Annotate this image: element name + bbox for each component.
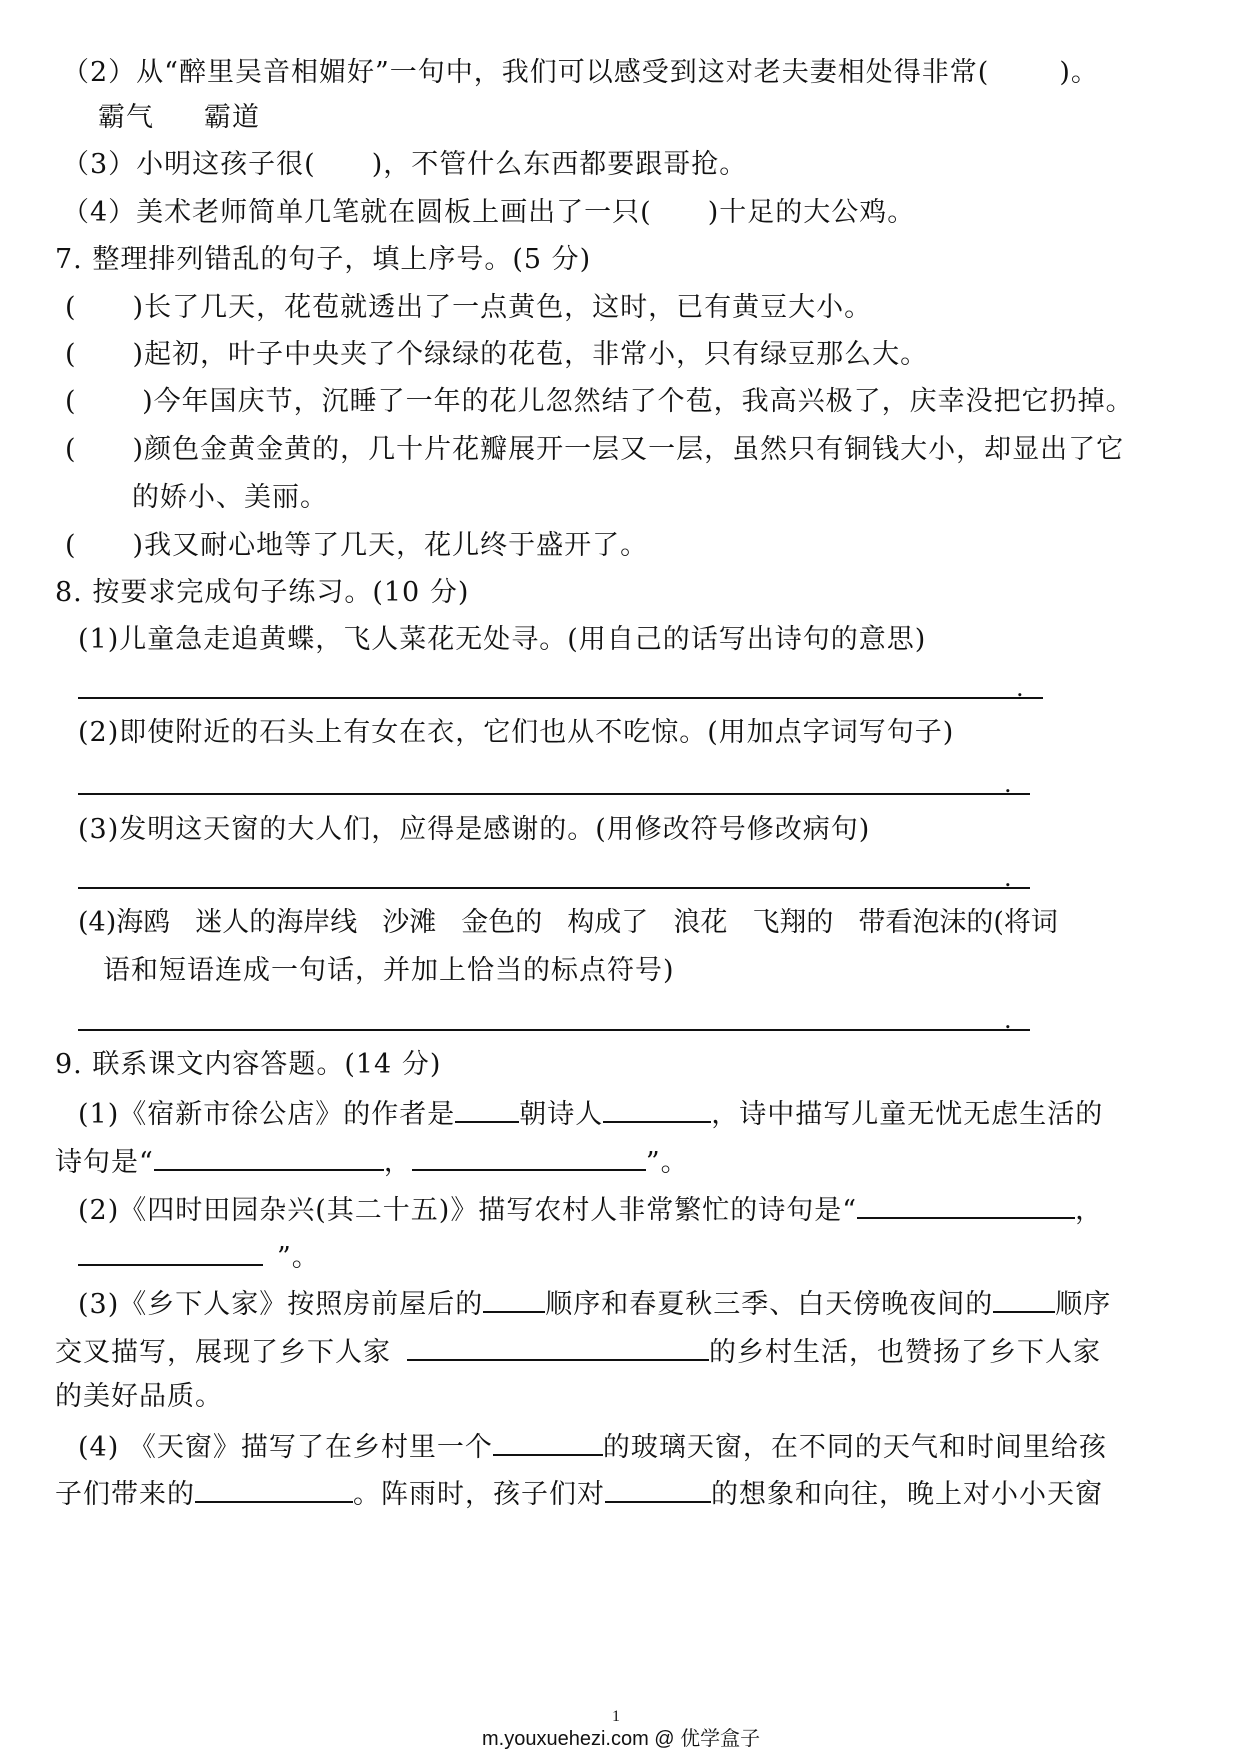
q8-item4-words: (4)海鸥 迷人的海岸线 沙滩 金色的 构成了 浪花 飞翔的 带看泡沫的(将词 [78,907,1058,938]
page-number: 1 [612,1708,620,1725]
q9-blank-order-2[interactable] [993,1285,1055,1313]
q7-sentence-4: ( )颜色金黄金黄的，几十片花瓣展开一层又一层，虽然只有铜钱大小，却显出了它 [65,434,1125,465]
q9-blank-brought[interactable] [195,1475,353,1503]
q8-end-mark-2: . [1004,770,1012,798]
q8-title: 8. 按要求完成句子练习。(10 分) [55,577,470,608]
q7-sentence-1: ( )长了几天，花苞就透出了一点黄色，这时，已有黄豆大小。 [65,292,873,323]
q6-options: 霸气 霸道 [98,102,260,133]
q8-end-mark-4: . [1004,1006,1012,1034]
q8-answer-line-3[interactable] [78,887,1030,889]
q9-item2-line2: ”。 [78,1238,320,1275]
q6-item3: （3）小明这孩子很( )，不管什么东西都要跟哥抢。 [62,149,748,180]
q8-item2: (2)即使附近的石头上有女在衣，它们也从不吃惊。(用加点字词写句子) [78,717,955,748]
q6-item4: （4）美术老师简单几笔就在圆板上画出了一只( )十足的大公鸡。 [62,197,916,228]
q9-blank-verse-2[interactable] [412,1143,646,1171]
q8-answer-line-2[interactable] [78,793,1030,795]
q9-blank-imagination[interactable] [605,1475,711,1503]
q9-item1-line1: (1)《宿新市徐公店》的作者是 朝诗人 ，诗中描写儿童无忧无虑生活的 [78,1095,1103,1132]
q8-item1: (1)儿童急走追黄蝶，飞人菜花无处寻。(用自己的话写出诗句的意思) [78,624,927,655]
q9-blank-window-desc[interactable] [493,1428,603,1456]
q8-end-mark-1: . [1016,674,1024,702]
footer-site[interactable]: m.youxuehezi.com @ 优学盒子 [482,1728,761,1750]
q9-blank-verse-1[interactable] [154,1143,384,1171]
q9-item3-line3: 的美好品质。 [55,1381,223,1412]
q7-sentence-4-cont: 的娇小、美丽。 [132,482,328,513]
q9-title: 9. 联系课文内容答题。(14 分) [55,1049,442,1080]
q9-blank-busy-verse-1[interactable] [857,1191,1075,1219]
q9-item4-line2: 子们带来的 。阵雨时，孩子们对 的想象和向往，晚上对小小天窗 [55,1475,1103,1512]
q8-end-mark-3: . [1004,864,1012,892]
q7-sentence-5: ( )我又耐心地等了几天，花儿终于盛开了。 [65,530,649,561]
q8-item3: (3)发明这天窗的大人们，应得是感谢的。(用修改符号修改病句) [78,814,871,845]
q9-blank-rural-life[interactable] [407,1333,709,1361]
q9-item3-line2: 交叉描写，展现了乡下人家 的乡村生活，也赞扬了乡下人家 [55,1333,1101,1370]
q7-sentence-2: ( )起初，叶子中央夹了个绿绿的花苞，非常小，只有绿豆那么大。 [65,339,929,370]
q9-blank-poet[interactable] [603,1095,711,1123]
q9-blank-dynasty[interactable] [455,1095,519,1123]
q9-item4-line1: (4) 《天窗》描写了在乡村里一个 的玻璃天窗，在不同的天气和时间里给孩 [78,1428,1107,1465]
q7-sentence-3: ( )今年国庆节，沉睡了一年的花儿忽然结了个苞，我高兴极了，庆幸没把它扔掉。 [65,386,1134,417]
q8-item4-line2: 语和短语连成一句话，并加上恰当的标点符号) [103,955,675,986]
q8-answer-line-4[interactable] [78,1029,1030,1031]
q9-blank-busy-verse-2[interactable] [78,1238,263,1266]
q9-item2-line1: (2)《四时田园杂兴(其二十五)》描写农村人非常繁忙的诗句是“ ， [78,1191,1103,1228]
q9-item1-line2: 诗句是“ ， ”。 [55,1143,689,1180]
q7-title: 7. 整理排列错乱的句子，填上序号。(5 分) [55,244,592,275]
q9-item3-line1: (3)《乡下人家》按照房前屋后的 顺序和春夏秋三季、白天傍晚夜间的 顺序 [78,1285,1111,1322]
q8-answer-line-1[interactable] [78,697,1043,699]
q9-blank-order-1[interactable] [483,1285,545,1313]
q6-item2: （2）从“醉里吴音相媚好”一句中，我们可以感受到这对老夫妻相处得非常( )。 [62,57,1099,88]
